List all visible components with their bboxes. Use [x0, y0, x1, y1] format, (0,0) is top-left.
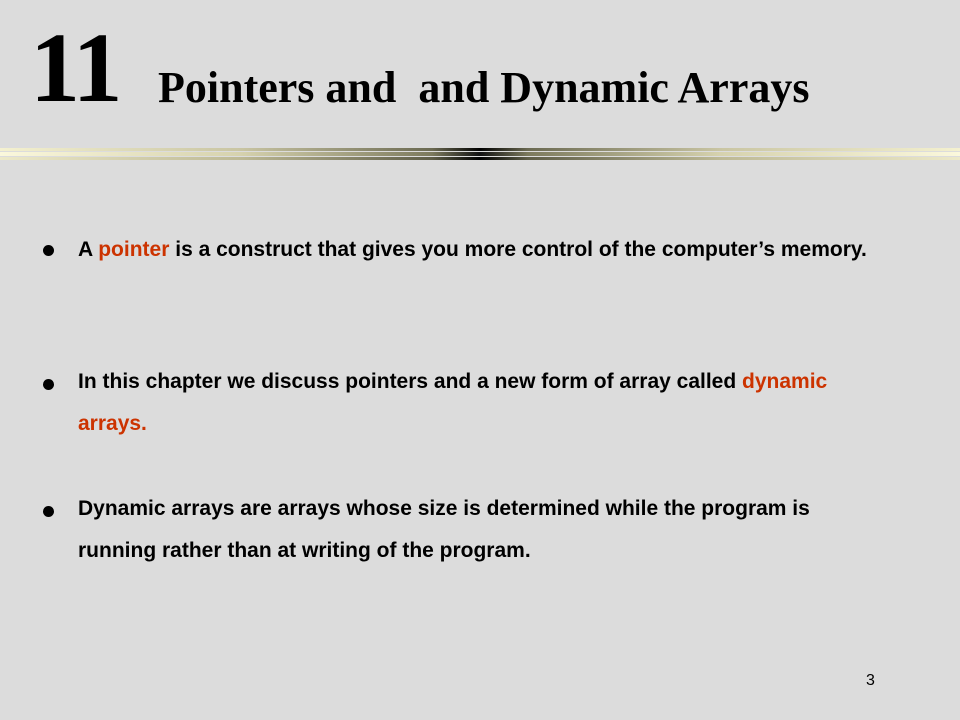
page-number: 3 [866, 672, 875, 689]
bullet-text-pre: Dynamic arrays are arrays whose size is determined while the program is running rather than at writing of the program. [78, 497, 810, 562]
bullet-dot-icon [43, 379, 54, 390]
bullet-dot-icon [43, 245, 54, 256]
title-divider-line [0, 157, 960, 160]
bullet-text-post: is a construct that gives you more control of the computer’s memory. [169, 238, 867, 261]
title-divider-line [0, 152, 960, 156]
bullet-text-pre: A [78, 238, 99, 261]
chapter-number: 11 [30, 12, 121, 123]
bullet-dot-icon [43, 506, 54, 517]
bullet-text [78, 361, 878, 445]
bullet-highlight: dynamic arrays. [78, 370, 828, 435]
slide-title: Pointers and and Dynamic Arrays [158, 63, 810, 112]
bullet-highlight: pointer [98, 238, 170, 261]
bullet-text [78, 488, 878, 572]
bullet-text-pre: In this chapter we discuss pointers and a new form of array called [78, 370, 743, 393]
bullet-text [78, 227, 878, 273]
title-divider-line [0, 148, 960, 151]
